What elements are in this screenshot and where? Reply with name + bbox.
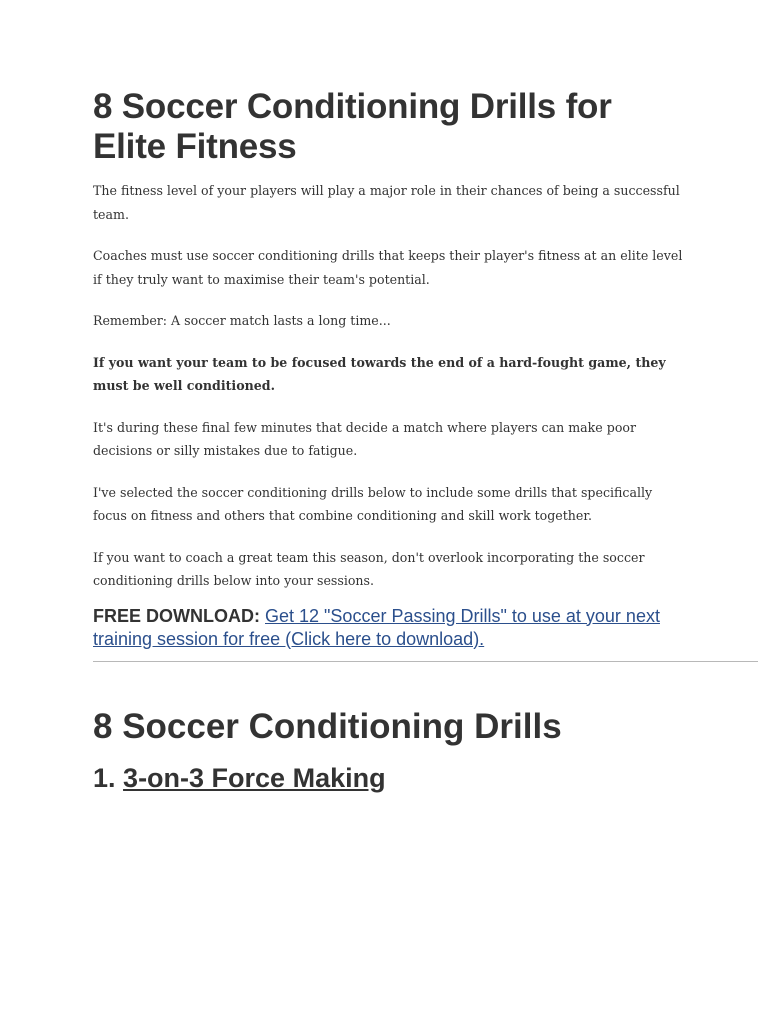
free-download-callout bbox=[93, 605, 683, 651]
intro-paragraph: The fitness level of your players will play a major role in their chances of being a successful team. bbox=[93, 183, 680, 222]
free-download-link[interactable]: Get 12 "Soccer Passing Drills" to use at your next training session for free (Click here to download). bbox=[93, 605, 660, 649]
section-heading: 8 Soccer Conditioning Drills bbox=[93, 707, 562, 746]
drill-heading bbox=[93, 761, 386, 795]
emphasis-paragraph: If you want your team to be focused towards the end of a hard-fought game, they must be well conditioned. bbox=[93, 354, 666, 393]
drill-number: 1. bbox=[93, 763, 116, 793]
fatigue-paragraph: It's during these final few minutes that decide a match where players can make poor decisions or silly mistakes due to fatigue. bbox=[93, 419, 637, 458]
article-body bbox=[93, 87, 683, 657]
section-divider bbox=[93, 661, 758, 662]
selection-paragraph: I've selected the soccer conditioning drills below to include some drills that specifically focus on fitness and others that combine conditioning and skill work together. bbox=[93, 484, 653, 523]
article-title: 8 Soccer Conditioning Drills for Elite Fitness bbox=[93, 87, 612, 166]
closing-paragraph: If you want to coach a great team this season, don't overlook incorporating the soccer conditioning drills below into your sessions. bbox=[93, 549, 645, 588]
coaches-paragraph: Coaches must use soccer conditioning drills that keeps their player's fitness at an elite level if they truly want to maximise their team's potential. bbox=[93, 248, 683, 287]
remember-paragraph: Remember: A soccer match lasts a long time... bbox=[93, 313, 391, 328]
drill-title-link[interactable]: 3-on-3 Force Making bbox=[123, 763, 386, 793]
free-download-label: FREE DOWNLOAD: bbox=[93, 605, 260, 626]
